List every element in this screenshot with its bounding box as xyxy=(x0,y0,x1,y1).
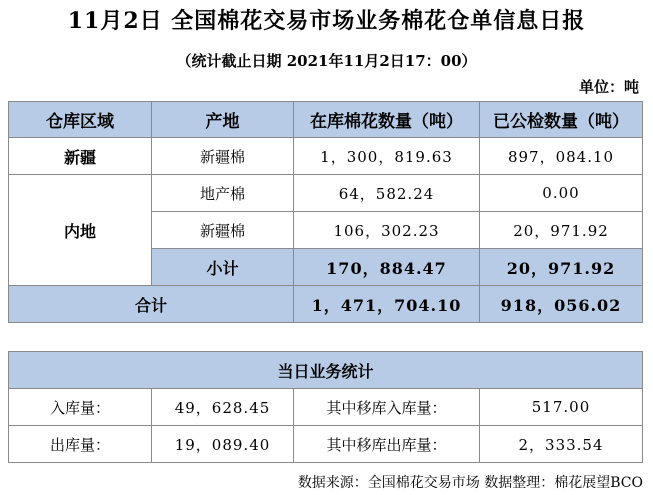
page-title: 11月2日 全国棉花交易市场业务棉花仓单信息日报 xyxy=(67,8,586,34)
stat-label: 出库量： xyxy=(9,426,152,463)
table-row xyxy=(9,175,643,212)
origin-cell: 地产棉 xyxy=(152,175,294,212)
subtotal-inspected: 20，971.92 xyxy=(480,249,643,286)
stat-label: 入库量： xyxy=(9,389,152,426)
stat-value: 2，333.54 xyxy=(480,426,643,463)
table-row xyxy=(9,426,643,463)
region-inland: 内地 xyxy=(9,175,152,286)
header-stock: 在库棉花数量（吨） xyxy=(294,102,480,138)
stock-cell: 106，302.23 xyxy=(294,212,480,249)
region-xinjiang: 新疆 xyxy=(9,138,152,175)
page-subtitle: （统计截止日期 2021年11月2日17：00） xyxy=(176,52,477,70)
data-source: 数据来源：全国棉花交易市场 数据整理：棉花展望BCO xyxy=(297,475,643,491)
stat-label: 其中移库出库量： xyxy=(294,426,480,463)
total-label: 合计 xyxy=(9,286,294,323)
daily-stats-header: 当日业务统计 xyxy=(9,352,643,389)
origin-cell: 新疆棉 xyxy=(152,212,294,249)
total-inspected: 918，056.02 xyxy=(480,286,643,323)
daily-stats-header-row xyxy=(9,352,643,389)
origin-cell: 新疆棉 xyxy=(152,138,294,175)
inspected-cell: 0.00 xyxy=(480,175,643,212)
stock-cell: 1，300，819.63 xyxy=(294,138,480,175)
total-stock: 1，471，704.10 xyxy=(294,286,480,323)
stat-value: 49，628.45 xyxy=(152,389,294,426)
stock-cell: 64，582.24 xyxy=(294,175,480,212)
stat-value: 517.00 xyxy=(480,389,643,426)
stat-label: 其中移库入库量： xyxy=(294,389,480,426)
total-row xyxy=(9,286,643,323)
table-row xyxy=(9,389,643,426)
header-origin: 产地 xyxy=(152,102,294,138)
table-row xyxy=(9,138,643,175)
table-header-row xyxy=(9,102,643,138)
inspected-cell: 20，971.92 xyxy=(480,212,643,249)
subtotal-label: 小计 xyxy=(152,249,294,286)
unit-label: 单位：吨 xyxy=(578,78,639,96)
subtotal-stock: 170，884.47 xyxy=(294,249,480,286)
warehouse-table xyxy=(8,101,643,323)
inspected-cell: 897，084.10 xyxy=(480,138,643,175)
daily-stats-table xyxy=(8,351,643,463)
stat-value: 19，089.40 xyxy=(152,426,294,463)
header-region: 仓库区域 xyxy=(9,102,152,138)
header-inspected: 已公检数量（吨） xyxy=(480,102,643,138)
